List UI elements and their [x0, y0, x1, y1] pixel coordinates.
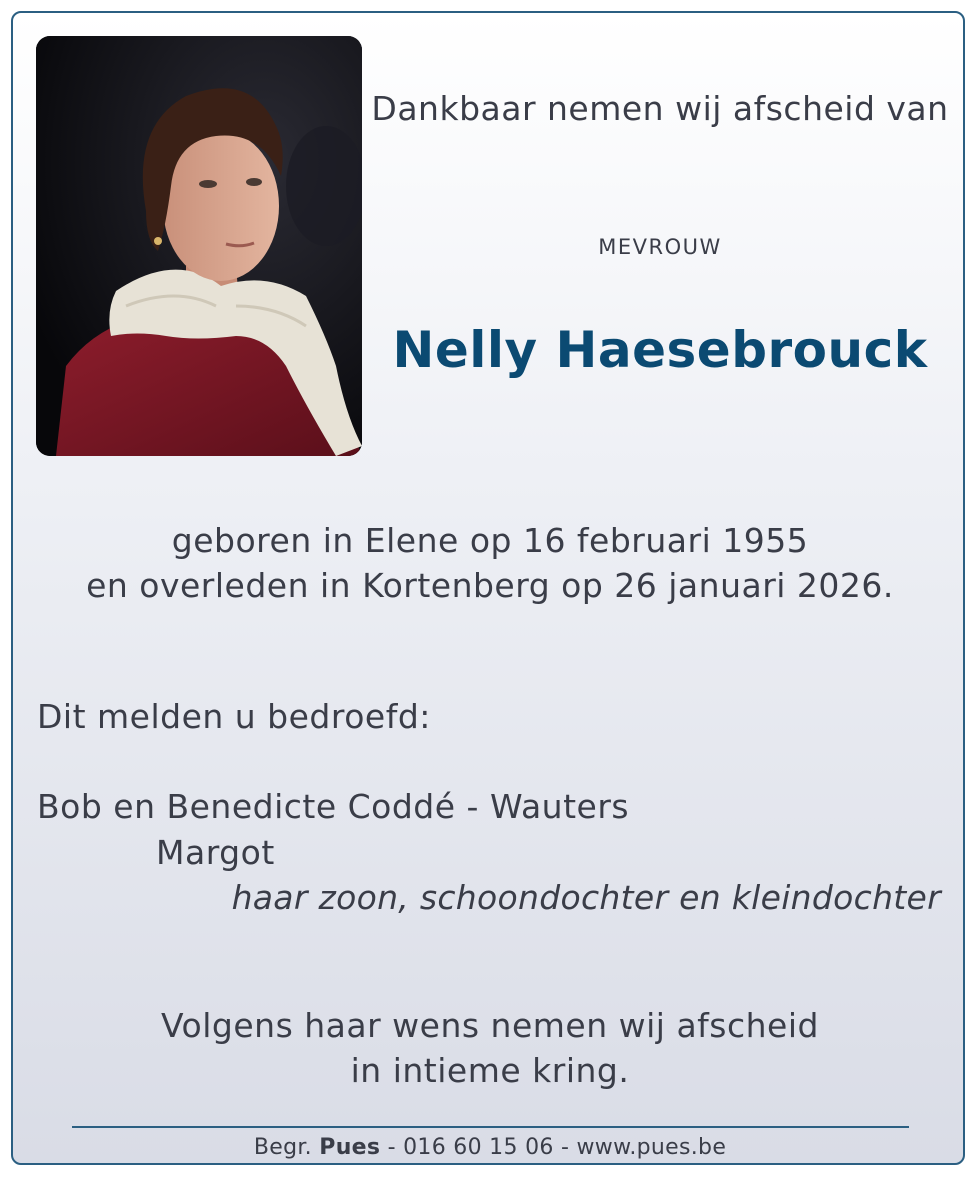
died-line: en overleden in Kortenberg op 26 januari 2026. — [86, 566, 894, 605]
footer-phone[interactable]: 016 60 15 06 — [403, 1135, 554, 1160]
footer-prefix: Begr. — [253, 1135, 312, 1160]
footer-sep-2: - — [553, 1135, 577, 1160]
obituary-card — [11, 11, 965, 1165]
footer-company: Pues — [319, 1135, 381, 1160]
footer-divider — [72, 1126, 909, 1128]
closing-line-1: Volgens haar wens nemen wij afscheid — [161, 1006, 819, 1045]
closing-line-2: in intieme kring. — [350, 1051, 630, 1090]
family-line-2: Margot — [156, 833, 275, 872]
family-line-1: Bob en Benedicte Coddé - Wauters — [37, 787, 630, 826]
born-line: geboren in Elene op 16 februari 1955 — [171, 521, 809, 560]
relation-text: haar zoon, schoondochter en kleindochter — [231, 878, 941, 917]
honorific-title: MEVROUW — [598, 235, 722, 259]
closing-block — [13, 1003, 965, 1093]
footer-website[interactable]: www.pues.be — [576, 1135, 727, 1160]
portrait-photo — [36, 36, 362, 456]
deceased-name: Nelly Haesebrouck — [392, 321, 928, 379]
intro-text: Dankbaar nemen wij afscheid van — [371, 89, 949, 128]
footer — [13, 1135, 965, 1160]
footer-sep-1: - — [380, 1135, 404, 1160]
dates-block — [13, 518, 965, 608]
announce-text: Dit melden u bedroefd: — [37, 697, 431, 736]
